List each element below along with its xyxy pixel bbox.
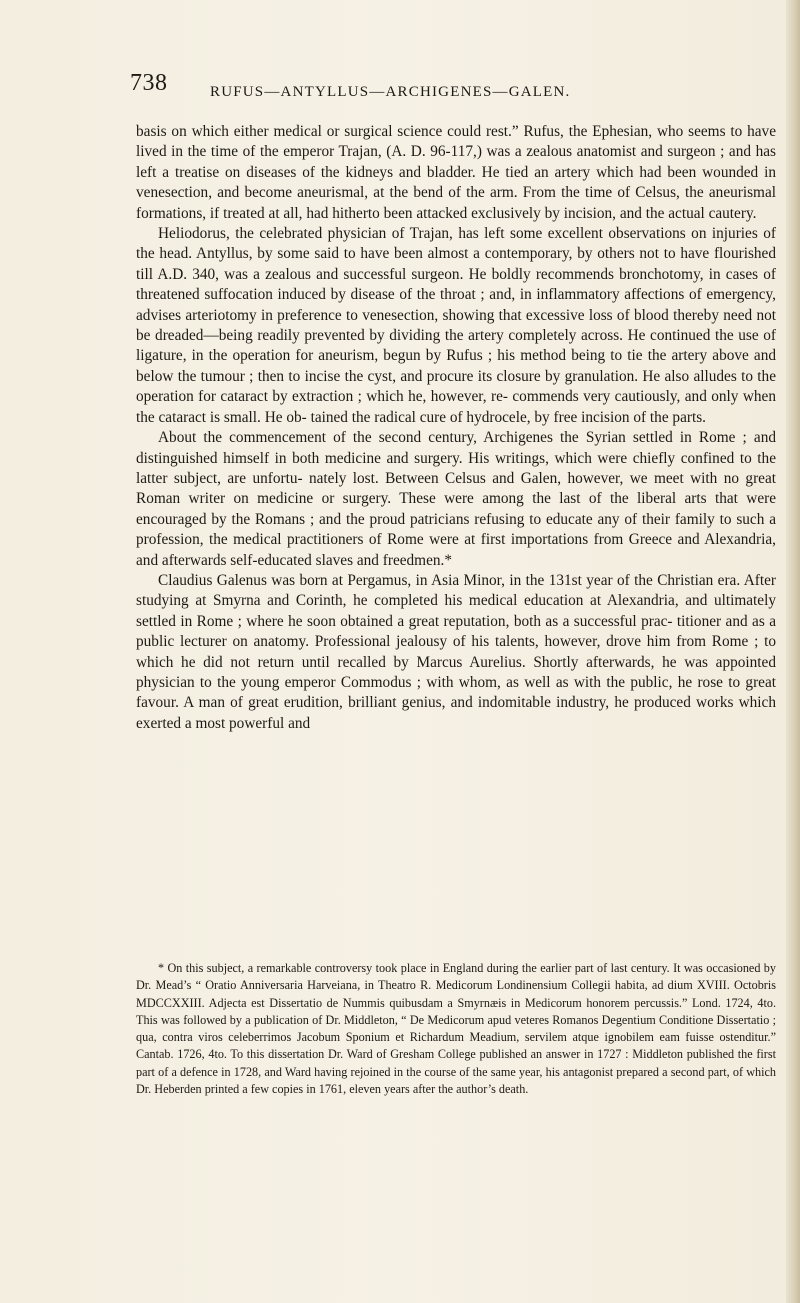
footnote: [136, 960, 776, 1098]
page-number: 738: [130, 70, 168, 96]
running-title: RUFUS—ANTYLLUS—ARCHIGENES—GALEN.: [210, 84, 571, 100]
page-edge-shadow: [786, 0, 800, 1303]
paragraph-archigenes: About the commencement of the second century, Archigenes the Syrian settled in Rome ; and distinguished himself in both medicine and surgery. His writings, which were chiefly confined to the latter subject, are unfortu- nately lost. Between Celsus and Galen, however, we meet with no great Roman writer on medicine or surgery. These were among the last of the liberal arts that were encouraged by the Romans ; and the proud patricians refusing to educate any of their family to such a profession, the medical practitioners of Rome were at first importations from Greece and Alexandria, and afterwards self-educated slaves and freedmen.*: [136, 429, 776, 569]
paragraph-rufus: basis on which either medical or surgical science could rest.” Rufus, the Ephesian, who seems to have lived in the time of the emperor Trajan, (A. D. 96-117,) was a zealous anatomist and surgeon ; and has left a treatise on diseases of the kidneys and bladder. He tied an artery which had been wounded in venesection, and become aneurismal, at the bend of the arm. From the time of Celsus, the aneurismal formations, if treated at all, had hitherto been attacked exclusively by incision, and the actual cautery.: [136, 123, 776, 222]
paragraph-galen: Claudius Galenus was born at Pergamus, in Asia Minor, in the 131st year of the Christian era. After studying at Smyrna and Corinth, he completed his medical education at Alexandria, and ultimately settled in Rome ; where he soon obtained a great reputation, both as a successful prac- titioner and as a public lecturer on anatomy. Professional jealousy of his talents, however, drove him from Rome ; to which he did not return until recalled by Marcus Aurelius. Shortly afterwards, he was appointed physician to the young emperor Commodus ; with whom, as well as with the public, he rose to great favour. A man of great erudition, brilliant genius, and indomitable industry, he produced works which exerted a most powerful and: [136, 571, 776, 732]
paragraph-heliodorus-antyllus: Heliodorus, the celebrated physician of Trajan, has left some excellent observations on injuries of the head. Antyllus, by some said to have been almost a contemporary, by others not to have flourished till A.D. 340, was a zealous and successful surgeon. He boldly recommends bronchotomy, in cases of threatened suffocation induced by disease of the throat ; and, in inflammatory affections of emergency, advises arteriotomy in preference to venesection, showing that excessive loss of blood thereby need not be dreaded—being readily prevented by dividing the artery completely across. He continued the use of ligature, in the operation for aneurism, begun by Rufus ; his method being to tie the artery above and below the tumour ; then to incise the cyst, and procure its closure by granulation. He also alludes to the operation for cataract by extraction ; which he, however, re- commends very cautiously, and only when the cataract is small. He ob- tained the radical cure of hydrocele, by free incision of the parts.: [136, 225, 776, 426]
footnote-text: * On this subject, a remarkable controversy took place in England during the earlier part of last century. It was occasioned by Dr. Mead’s “ Oratio Anniversaria Harveiana, in Theatro R. Medicorum Londinensium Collegii habita, ad dium XVIII. Octobris MDCCXXIII. Adjecta est Dissertatio de Nummis quibusdam a Smyrnæis in Medicorum honorem percussis.” Lond. 1724, 4to. This was followed by a publication of Dr. Middleton, “ De Medicorum apud veteres Romanos Degentium Conditione Dissertatio ; qua, contra viros celeberrimos Jacobum Sponium et Richardum Meadium, servilem atque ignobilem eam fuisse ostenditur.” Cantab. 1726, 4to. To this dissertation Dr. Ward of Gresham College published an answer in 1727 : Middleton published the first part of a defence in 1728, and Ward having rejoined in the course of the same year, his antagonist prepared a second part, of which Dr. Heberden printed a few copies in 1761, eleven years after the author’s death.: [136, 961, 776, 1097]
main-text: [136, 122, 776, 734]
page-header: [130, 70, 770, 110]
